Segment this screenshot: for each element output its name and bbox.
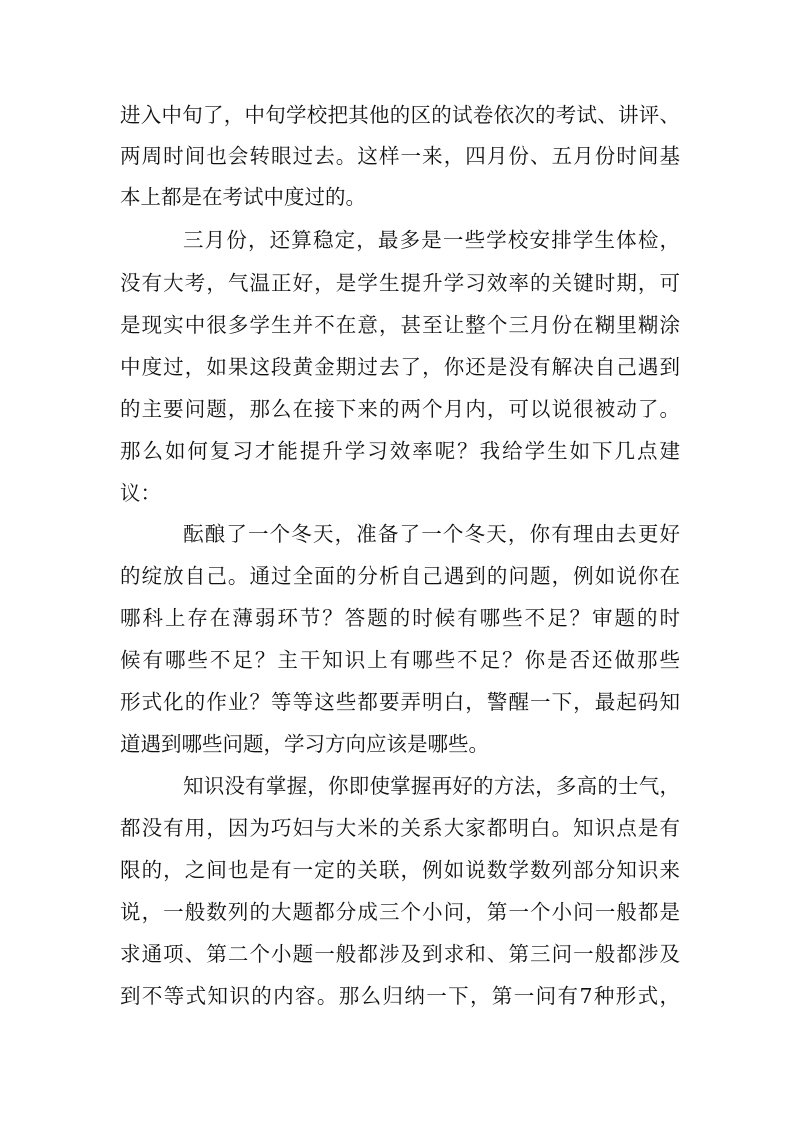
text-line: 议： (120, 481, 161, 505)
text-line: 候有哪些不足？主干知识上有哪些不足？你是否还做那些 (120, 648, 680, 672)
text-line: 三月份，还算稳定，最多是一些学校安排学生体检， (183, 228, 680, 252)
text-line: 说，一般数列的大题都分成三个小问，第一个小问一般都是 (120, 900, 680, 924)
text-line: 酝酿了一个冬天，准备了一个冬天，你有理由去更好 (183, 522, 680, 546)
text-line: 本上都是在考试中度过的。 (120, 185, 366, 209)
text-line: 那么如何复习才能提升学习效率呢？我给学生如下几点建 (120, 439, 680, 463)
text-line: 的绽放自己。通过全面的分析自己遇到的问题，例如说你在 (120, 564, 680, 588)
text-line: 到不等式知识的内容。那么归纳一下，第一问有7种形式， (120, 984, 680, 1008)
text-line: 知识没有掌握，你即使掌握再好的方法，多高的士气， (183, 774, 680, 798)
text-line: 两周时间也会转眼过去。这样一来，四月份、五月份时间基 (120, 144, 680, 168)
text-line: 进入中旬了，中旬学校把其他的区的试卷依次的考试、讲评、 (120, 103, 680, 127)
text-line: 中度过，如果这段黄金期过去了，你还是没有解决自己遇到 (120, 355, 680, 379)
text-line: 道遇到哪些问题，学习方向应该是哪些。 (120, 732, 489, 756)
text-line: 形式化的作业？等等这些都要弄明白，警醒一下，最起码知 (120, 690, 680, 714)
text-line: 是现实中很多学生并不在意，甚至让整个三月份在糊里糊涂 (120, 313, 680, 337)
text-line: 哪科上存在薄弱环节？答题的时候有哪些不足？审题的时 (120, 606, 680, 630)
text-line: 求通项、第二个小题一般都涉及到求和、第三问一般都涉及 (120, 942, 680, 966)
text-line: 没有大考，气温正好，是学生提升学习效率的关键时期，可 (120, 271, 680, 295)
text-line: 的主要问题，那么在接下来的两个月内，可以说很被动了。 (120, 397, 680, 421)
text-line: 限的，之间也是有一定的关联，例如说数学数列部分知识来 (120, 858, 680, 882)
text-line: 都没有用，因为巧妇与大米的关系大家都明白。知识点是有 (120, 816, 680, 840)
